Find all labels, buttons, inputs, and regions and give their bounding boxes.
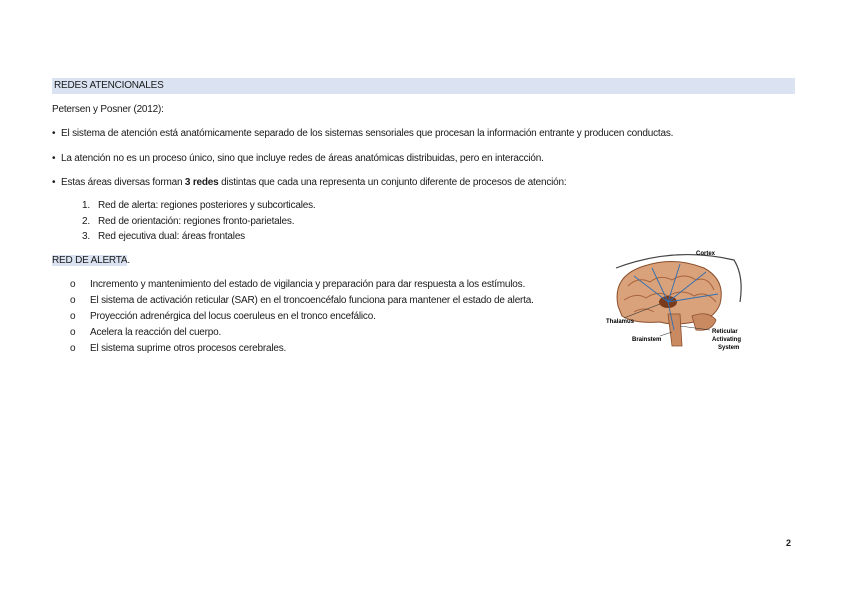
list-item: o El sistema suprime otros procesos cerebrales. [70,343,287,354]
bullet-item: • El sistema de atención está anatómicamente separado de los sistemas sensoriales que procesan la información entrante y producen conductas. [52,128,674,139]
list-item: o Incremento y mantenimiento del estado de vigilancia y preparación para dar respuesta a los estímulos. [70,279,526,290]
page-number: 2 [786,538,792,548]
networks-list [70,198,316,245]
bold-term: 3 redes [184,177,219,188]
thalamus-label: Thalamus [606,319,635,325]
alerta-list [70,277,534,357]
list-item: o Proyección adrenérgica del locus coeruleus en el tronco encefálico. [70,311,376,322]
list-item: 1. Red de alerta: regiones posteriores y subcorticales. [82,200,316,211]
alerta-heading: RED DE ALERTA. [52,255,130,266]
list-item: o El sistema de activación reticular (SAR) en el troncoencéfalo funciona para mantener el estado de alerta. [70,295,534,306]
brainstem-label: Brainstem [632,337,662,343]
citation: Petersen y Posner (2012): [52,104,164,115]
ras-label-line3: System [718,345,740,351]
ras-label-line2: Activating [712,337,742,343]
list-item: 2. Red de orientación: regiones fronto-parietales. [82,215,295,227]
bullet-icon: • [52,128,56,139]
brain-illustration [604,246,754,358]
bullet-item: • Estas áreas diversas forman 3 redes distintas que cada una representa un conjunto diferente de procesos de atención: [52,177,567,188]
bullet-icon: • [52,177,56,188]
cortex-label: Cortex [696,251,716,257]
ras-label-line1: Reticular [712,329,738,335]
bullet-icon: • [52,153,56,164]
list-item: o Acelera la reacción del cuerpo. [70,327,222,338]
list-item: 3. Red ejecutiva dual: áreas frontales [82,231,245,242]
bullet-item: • La atención no es un proceso único, sino que incluye redes de áreas anatómicas distribuidas, pero en interacción. [52,153,544,164]
brainstem-shape [668,314,682,346]
section-title: REDES ATENCIONALES [52,78,795,94]
